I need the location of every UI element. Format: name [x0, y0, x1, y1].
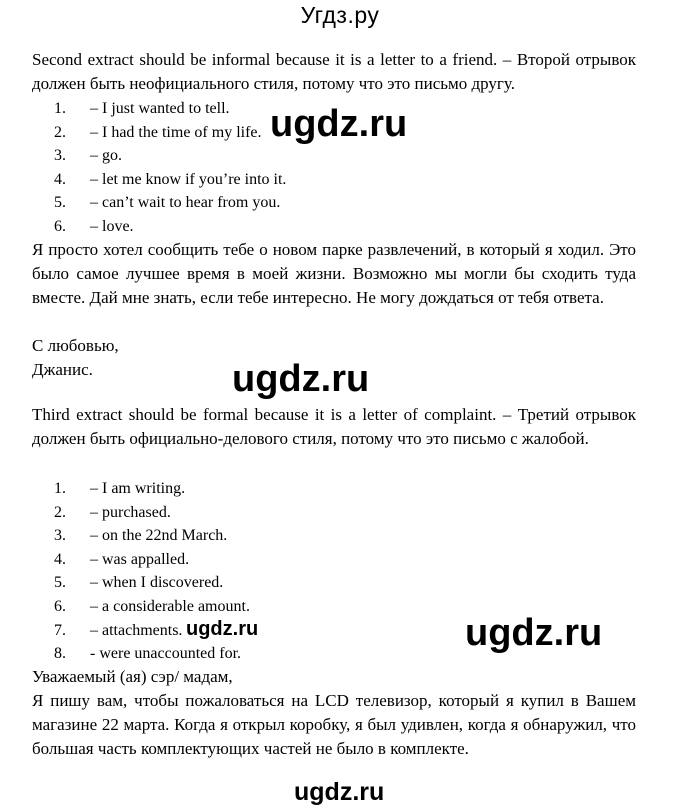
- list-item: 5. – can’t wait to hear from you.: [54, 194, 281, 212]
- watermark: ugdz.ru: [186, 618, 259, 640]
- watermark: ugdz.ru: [465, 612, 603, 654]
- list-item: 3. – on the 22nd March.: [54, 527, 228, 545]
- watermark: ugdz.ru: [294, 778, 385, 806]
- list-item: 8. - were unaccounted for.: [54, 645, 242, 663]
- list-item: 3. – go.: [54, 147, 122, 165]
- list-item: 1. – I just wanted to tell.: [54, 100, 230, 117]
- section2-intro: Second extract should be informal because it is a letter to a friend. – Второй отрывок должен быть неофициального стиля, потому что это письмо другу.: [32, 50, 636, 93]
- list-item: 7. – attachments.: [54, 621, 183, 639]
- section2-signature: Джанис.: [32, 360, 93, 379]
- site-title: Угдз.ру: [300, 2, 380, 28]
- section3-intro: Third extract should be formal because it is a letter of complaint. – Третий отрывок должен быть официально-делового стиля, потому что это письмо с жалобой.: [32, 405, 636, 448]
- section3-translation: Я пишу вам, чтобы пожаловаться на LCD телевизор, который я купил в Вашем магазине 22 марта. Когда я открыл коробку, я был удивлен, когда я обнаружил, что большая часть комплектующих частей не было в комплекте.: [32, 691, 636, 758]
- list-item: 1. – I am writing.: [54, 480, 186, 497]
- watermark: ugdz.ru: [232, 358, 370, 400]
- section2-answer-list: [54, 97, 286, 239]
- section2-translation: Я просто хотел сообщить тебе о новом парке развлечений, в который я ходил. Это было самое лучшее время в моей жизни. Возможно мы могли бы сходить туда вместе. Дай мне знать, если тебе интересно. Не могу дождаться от тебя ответа.: [32, 240, 636, 307]
- list-item: 6. – love.: [54, 217, 134, 235]
- list-item: 5. – when I discovered.: [54, 574, 224, 592]
- list-item: 4. – let me know if you’re into it.: [54, 170, 287, 188]
- watermark: ugdz.ru: [270, 103, 408, 145]
- section2-closing: С любовью,: [32, 336, 119, 355]
- list-item: 2. – purchased.: [54, 503, 171, 521]
- section3-salutation: Уважаемый (ая) сэр/ мадам,: [32, 667, 233, 686]
- list-item: 6. – a considerable amount.: [54, 597, 250, 615]
- list-item: 2. – I had the time of my life.: [54, 123, 262, 141]
- list-item: 4. – was appalled.: [54, 550, 190, 568]
